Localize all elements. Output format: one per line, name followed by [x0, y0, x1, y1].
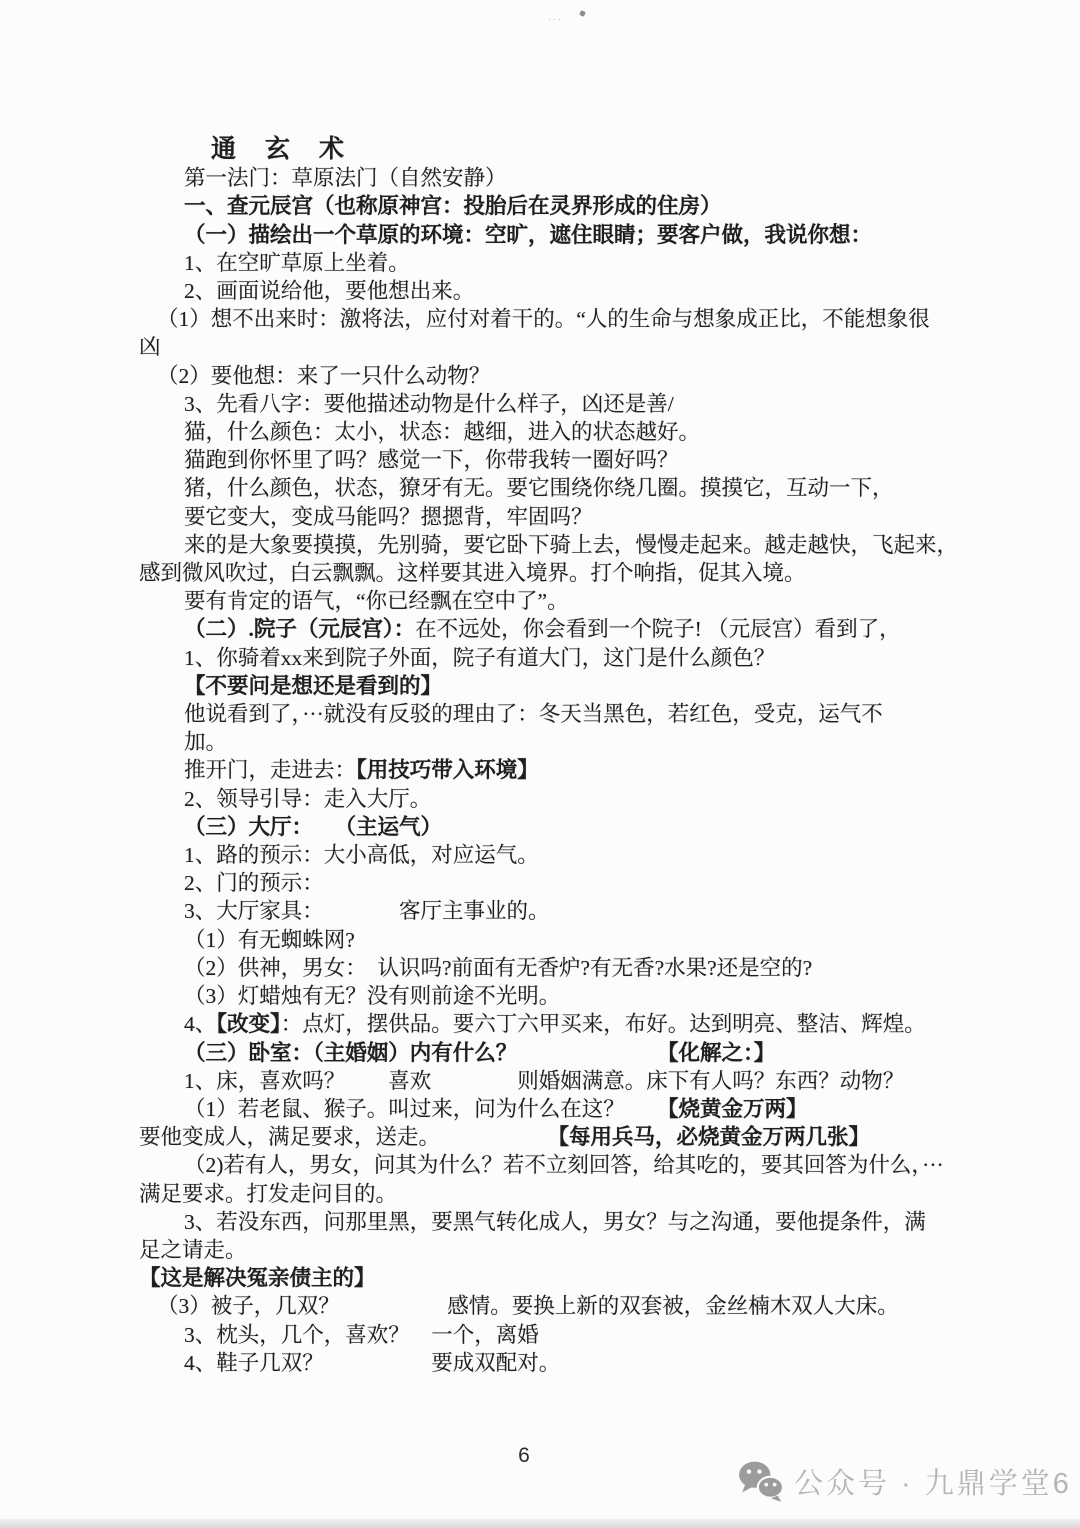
text-line: 【不要问是想还是看到的】	[184, 673, 443, 698]
page-number: 6	[518, 1444, 530, 1467]
text-line: 4、鞋子几双？ 要成双配对。	[184, 1350, 561, 1375]
scan-artifact-smudge: ···	[548, 15, 563, 23]
text-line: （2）供神，男女： 认识吗?前面有无香炉?有无香?水果?还是空的?	[184, 955, 813, 980]
text-line: 猫跑到你怀里了吗？感觉一下，你带我转一圈好吗？	[184, 448, 679, 473]
text-line: 【这是解决冤亲债主的】	[139, 1266, 376, 1291]
text-line: 猪，什么颜色，状态，獠牙有无。要它围绕你绕几圈。摸摸它，互动一下，	[184, 476, 894, 501]
text-line: 2、门的预示：	[184, 871, 324, 896]
text-line: （三）大厅： （主运气）	[184, 814, 443, 839]
text-line: 3、大厅家具： 客厅主事业的。	[184, 899, 550, 924]
text-line: 要它变大，变成马能吗？摁摁背，牢固吗？	[184, 504, 593, 529]
text-line: （一）描绘出一个草原的环境：空旷，遮住眼睛；要客户做，我说你想：	[184, 222, 873, 247]
text-line: 要他变成人，满足要求，送走。 【每用兵马，必烧黄金万两几张】	[139, 1125, 871, 1150]
text-line: （三）卧室：（主婚姻）内有什么？ 【化解之：】	[184, 1040, 776, 1065]
text-line: （1）有无蜘蛛网?	[184, 927, 355, 952]
text-line: （3）灯蜡烛有无？没有则前途不光明。	[184, 984, 561, 1009]
text-line: （2)若有人，男女，问其为什么？若不立刻回答，给其吃的，要其回答为什么，···	[184, 1153, 944, 1178]
text-line: 来的是大象要摸摸，先别骑，要它卧下骑上去，慢慢走起来。越走越快，飞起来，	[184, 532, 959, 557]
text-line: 2、领导引导：走入大厅。	[184, 786, 432, 811]
text-line: 一、查元辰宫（也称原神宫：投胎后在灵界形成的住房）	[184, 194, 722, 219]
text-line: 3、若没东西，问那里黑，要黑气转化成人，男女？与之沟通，要他提条件，满	[184, 1209, 926, 1234]
text-line: 足之请走。	[139, 1237, 247, 1262]
text-line: 1、路的预示：大小高低，对应运气。	[184, 843, 539, 868]
text-line: 3、先看八字：要他描述动物是什么样子，凶还是善/	[184, 391, 674, 416]
scan-artifact-edge	[0, 1519, 1080, 1528]
text-line: 加。	[184, 730, 228, 755]
text-line: 要有肯定的语气，“你已经飘在空中了”。	[184, 589, 569, 614]
wechat-icon	[738, 1460, 784, 1502]
text-line: （2）要他想：来了一只什么动物？	[157, 363, 491, 388]
text-line: 1、在空旷草原上坐着。	[184, 250, 410, 275]
text-line: （3）被子，几双？ 感情。要换上新的双套被，金丝楠木双人大床。	[157, 1294, 899, 1319]
text-line: 满足要求。打发走问目的。	[139, 1181, 398, 1206]
text-line: 1、床，喜欢吗？ 喜欢 则婚姻满意。床下有人吗？东西？动物？	[184, 1068, 905, 1093]
watermark	[738, 1460, 1072, 1502]
text-line: 推开门，走进去：【用技巧带入环境】	[184, 758, 539, 783]
text-line: （1）想不出来时：激将法，应付对着干的。“人的生命与想象成正比，不能想象很	[157, 307, 930, 332]
text-line: 3、枕头，几个，喜欢？ 一个，离婚	[184, 1322, 539, 1347]
watermark-text: 公众号 · 九鼎学堂6	[794, 1467, 1072, 1500]
text-line: 他说看到了，···就没有反驳的理由了：冬天当黑色，若红色，受克，运气不	[184, 702, 883, 727]
scan-artifact-dot	[579, 10, 586, 17]
text-line: 2、画面说给他，要他想出来。	[184, 279, 475, 304]
text-line: 凶	[139, 335, 161, 360]
text-line: 通 玄 术	[211, 136, 347, 163]
text-line: （二）.院子（元辰宫）：在不远处，你会看到一个院子! （元辰宫）看到了，	[184, 617, 901, 642]
text-line: 感到微风吹过，白云飘飘。这样要其进入境界。打个响指，促其入境。	[139, 561, 806, 586]
text-line: 1、你骑着xx来到院子外面，院子有道大门，这门是什么颜色？	[184, 645, 776, 670]
text-line: 第一法门：草原法门（自然安静）	[184, 166, 507, 191]
text-line: （1）若老鼠、猴子。叫过来，问为什么在这？ 【烧黄金万两】	[184, 1096, 808, 1121]
text-line: 4、【改变】：点灯，摆供品。要六丁六甲买来，布好。达到明亮、整洁、辉煌。	[184, 1012, 926, 1037]
text-line: 猫，什么颜色：太小，状态：越细，进入的状态越好。	[184, 420, 701, 445]
document-body	[139, 136, 959, 1377]
